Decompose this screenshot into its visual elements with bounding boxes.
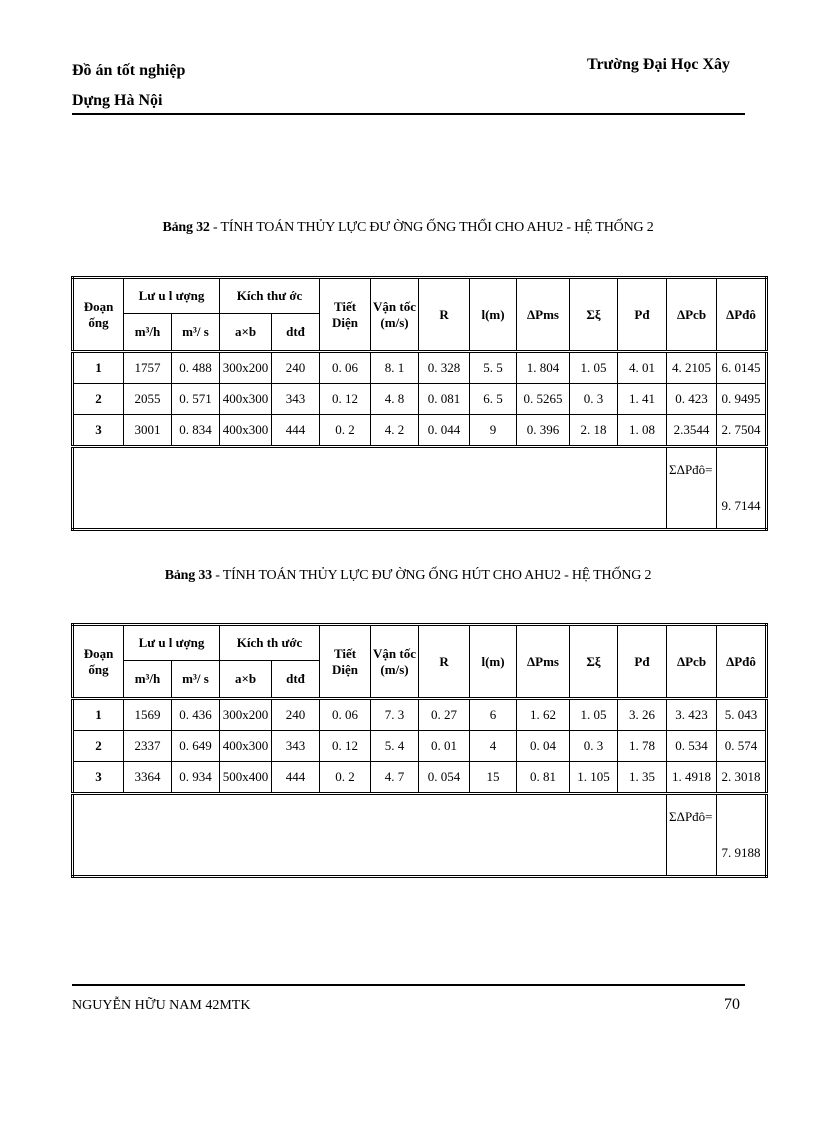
- table-cell: 400x300: [220, 415, 272, 447]
- table-cell: 1569: [124, 699, 172, 731]
- col-axb: a×b: [220, 661, 272, 699]
- table-cell: 1. 105: [570, 762, 618, 794]
- table-cell: 1757: [124, 352, 172, 384]
- table-cell: 0. 27: [419, 699, 470, 731]
- table-cell: 2. 3018: [717, 762, 767, 794]
- table-cell: 0. 081: [419, 384, 470, 415]
- table-row: [73, 415, 767, 447]
- table-cell: 0. 12: [320, 384, 371, 415]
- table-cell: 1: [73, 699, 124, 731]
- table-cell: 2337: [124, 731, 172, 762]
- table-cell: 8. 1: [371, 352, 419, 384]
- table-cell: 343: [272, 731, 320, 762]
- table-cell: 1. 05: [570, 699, 618, 731]
- header-rule: [72, 113, 745, 115]
- table-cell: 240: [272, 699, 320, 731]
- table-cell: 3. 423: [667, 699, 717, 731]
- table-cell: 2: [73, 384, 124, 415]
- table-cell: 4. 7: [371, 762, 419, 794]
- table-cell: 1. 35: [618, 762, 667, 794]
- table-cell: 0. 5265: [517, 384, 570, 415]
- col-sum-xi: Σξ: [570, 625, 618, 699]
- table-cell: 0. 574: [717, 731, 767, 762]
- col-dPdo: ΔPđô: [717, 278, 767, 352]
- table-cell: 0. 423: [667, 384, 717, 415]
- header-left: [72, 56, 185, 116]
- table-cell: 0. 12: [320, 731, 371, 762]
- table-cell: 2: [73, 731, 124, 762]
- table-cell: 444: [272, 415, 320, 447]
- col-m3s: m³/ s: [172, 661, 220, 699]
- col-dPdo: ΔPđô: [717, 625, 767, 699]
- table-cell: 1: [73, 352, 124, 384]
- col-m3s: m³/ s: [172, 314, 220, 352]
- table-cell: 4: [470, 731, 517, 762]
- table-row: [73, 762, 767, 794]
- col-doan-ong: Đoạn ống: [73, 625, 124, 699]
- table-cell: 300x200: [220, 352, 272, 384]
- table-cell: 6. 0145: [717, 352, 767, 384]
- table-cell: 3364: [124, 762, 172, 794]
- table-cell: 15: [470, 762, 517, 794]
- col-dPcb: ΔPcb: [667, 278, 717, 352]
- table-cell: 0. 06: [320, 352, 371, 384]
- table-cell: 2.3544: [667, 415, 717, 447]
- table-cell: 400x300: [220, 384, 272, 415]
- col-kich-thuoc: Kích th ước: [220, 625, 320, 661]
- table-cell: 0. 01: [419, 731, 470, 762]
- header-left-line1: Đồ án tốt nghiệp: [72, 62, 186, 79]
- col-doan-ong: Đoạn ống: [73, 278, 124, 352]
- col-tiet-dien: Tiết Diện: [320, 625, 371, 699]
- table-cell: 1. 804: [517, 352, 570, 384]
- table-row: [73, 699, 767, 731]
- header-left-line2: Dựng Hà Nội: [72, 92, 163, 109]
- total-blank: [73, 794, 667, 877]
- col-l: l(m): [470, 278, 517, 352]
- col-R: R: [419, 278, 470, 352]
- col-axb: a×b: [220, 314, 272, 352]
- table-row: [73, 384, 767, 415]
- col-dtd: dtđ: [272, 661, 320, 699]
- table-cell: 1. 78: [618, 731, 667, 762]
- col-l: l(m): [470, 625, 517, 699]
- table-cell: 0. 436: [172, 699, 220, 731]
- table-cell: 2055: [124, 384, 172, 415]
- table-cell: 0. 934: [172, 762, 220, 794]
- table33-caption-text: - TÍNH TOÁN THỦY LỰC ĐƯ ỜNG ỐNG HÚT CHO AHU2 - HỆ THỐNG 2: [211, 568, 652, 583]
- page-number: 70: [724, 996, 740, 1013]
- table-cell: 400x300: [220, 731, 272, 762]
- col-Pd: Pđ: [618, 278, 667, 352]
- table-cell: 0. 396: [517, 415, 570, 447]
- table-cell: 2. 18: [570, 415, 618, 447]
- table-cell: 0. 649: [172, 731, 220, 762]
- table-cell: 0. 054: [419, 762, 470, 794]
- table-cell: 300x200: [220, 699, 272, 731]
- table-cell: 9: [470, 415, 517, 447]
- col-kich-thuoc: Kích thư ớc: [220, 278, 320, 314]
- header-right: Trường Đại Học Xây: [586, 56, 730, 73]
- table-cell: 1. 62: [517, 699, 570, 731]
- table-cell: 0. 2: [320, 762, 371, 794]
- table-cell: 4. 8: [371, 384, 419, 415]
- table-cell: 444: [272, 762, 320, 794]
- col-van-toc: Vận tốc (m/s): [371, 625, 419, 699]
- col-dtd: dtđ: [272, 314, 320, 352]
- table-cell: 2. 7504: [717, 415, 767, 447]
- footer-rule: [72, 984, 745, 986]
- table-cell: 6: [470, 699, 517, 731]
- footer-author: NGUYỄN HỮU NAM 42MTK: [72, 998, 251, 1013]
- table-cell: 0. 534: [667, 731, 717, 762]
- table-cell: 5. 4: [371, 731, 419, 762]
- table-row: [73, 731, 767, 762]
- table-cell: 0. 06: [320, 699, 371, 731]
- table-cell: 0. 571: [172, 384, 220, 415]
- sum-value: 7. 9188: [717, 794, 767, 877]
- table-cell: 3: [73, 762, 124, 794]
- table-cell: 0. 044: [419, 415, 470, 447]
- table-cell: 0. 2: [320, 415, 371, 447]
- table-cell: 0. 488: [172, 352, 220, 384]
- table32-caption-prefix: Bảng 32: [162, 220, 210, 235]
- table-cell: 1. 41: [618, 384, 667, 415]
- table-cell: 3. 26: [618, 699, 667, 731]
- table-cell: 0. 81: [517, 762, 570, 794]
- table-cell: 5. 5: [470, 352, 517, 384]
- col-dPms: ΔPms: [517, 278, 570, 352]
- table-cell: 0. 3: [570, 384, 618, 415]
- table-cell: 0. 9495: [717, 384, 767, 415]
- table-cell: 4. 01: [618, 352, 667, 384]
- table33-caption-prefix: Bảng 33: [164, 568, 212, 583]
- table-cell: 343: [272, 384, 320, 415]
- col-luu-luong: Lư u l ượng: [124, 625, 220, 661]
- table-cell: 1. 05: [570, 352, 618, 384]
- table-cell: 1. 4918: [667, 762, 717, 794]
- table-cell: 4. 2105: [667, 352, 717, 384]
- col-m3h: m³/h: [124, 661, 172, 699]
- table-cell: 3: [73, 415, 124, 447]
- col-m3h: m³/h: [124, 314, 172, 352]
- table-cell: 0. 04: [517, 731, 570, 762]
- table-cell: 3001: [124, 415, 172, 447]
- table-cell: 7. 3: [371, 699, 419, 731]
- table-cell: 4. 2: [371, 415, 419, 447]
- table-cell: 240: [272, 352, 320, 384]
- col-R: R: [419, 625, 470, 699]
- col-Pd: Pđ: [618, 625, 667, 699]
- col-dPcb: ΔPcb: [667, 625, 717, 699]
- table-cell: 6. 5: [470, 384, 517, 415]
- table32: [71, 276, 768, 531]
- total-blank: [73, 447, 667, 530]
- table-cell: 0. 328: [419, 352, 470, 384]
- col-dPms: ΔPms: [517, 625, 570, 699]
- sum-label: ΣΔPđô=: [667, 794, 717, 877]
- sum-value: 9. 7144: [717, 447, 767, 530]
- table-row: [73, 352, 767, 384]
- table-cell: 5. 043: [717, 699, 767, 731]
- table-cell: 0. 3: [570, 731, 618, 762]
- col-van-toc: Vận tốc (m/s): [371, 278, 419, 352]
- col-luu-luong: Lư u l ượng: [124, 278, 220, 314]
- table33-caption: [0, 568, 816, 584]
- table-cell: 1. 08: [618, 415, 667, 447]
- col-tiet-dien: Tiết Diện: [320, 278, 371, 352]
- col-sum-xi: Σξ: [570, 278, 618, 352]
- sum-label: ΣΔPđô=: [667, 447, 717, 530]
- table-cell: 500x400: [220, 762, 272, 794]
- table32-caption-text: - TÍNH TOÁN THỦY LỰC ĐƯ ỜNG ỐNG THỔI CHO AHU2 - HỆ THỐNG 2: [209, 220, 654, 235]
- table-cell: 0. 834: [172, 415, 220, 447]
- table33: [71, 623, 768, 878]
- table32-caption: [0, 220, 816, 236]
